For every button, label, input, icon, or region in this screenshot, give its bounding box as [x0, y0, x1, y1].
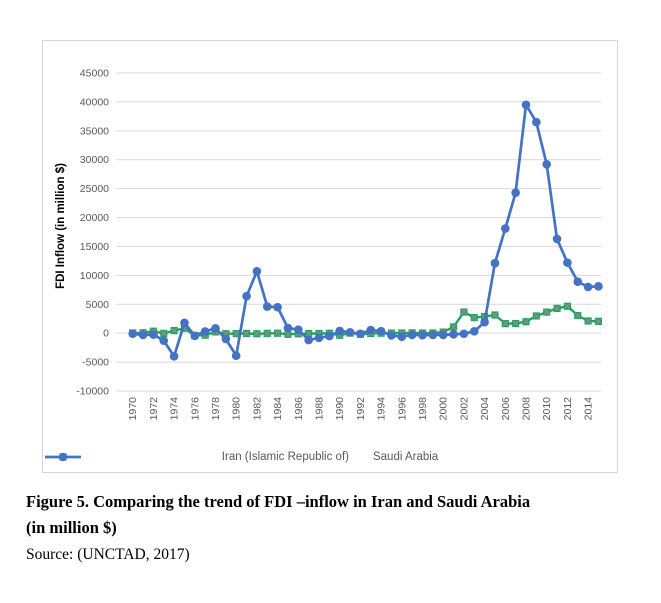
x-tick-label: 1994 — [375, 397, 388, 421]
saudi-arabia-marker — [584, 283, 593, 292]
saudi-arabia-marker — [377, 327, 386, 336]
saudi-arabia-marker — [242, 292, 251, 301]
x-tick-label: 2014 — [582, 397, 595, 421]
x-tick-label: 2006 — [499, 397, 512, 421]
y-axis-title: FDI Inflow (in million $) — [55, 163, 67, 289]
y-tick-label: 10000 — [79, 269, 109, 282]
saudi-arabia-marker — [491, 259, 500, 268]
x-tick-label: 2012 — [561, 397, 574, 421]
saudi-arabia-marker — [222, 335, 231, 344]
y-tick-label: 15000 — [79, 240, 109, 253]
saudi-arabia-marker — [511, 188, 520, 197]
saudi-arabia-marker — [253, 267, 262, 276]
saudi-arabia-marker — [180, 318, 189, 327]
saudi-arabia-marker — [542, 160, 551, 169]
y-tick-label: 30000 — [79, 154, 109, 167]
x-tick-label: 1988 — [313, 397, 326, 421]
saudi-arabia-marker — [211, 324, 220, 333]
saudi-arabia-marker — [480, 318, 489, 327]
x-tick-label: 1996 — [396, 397, 409, 421]
legend-label-saudi: Saudi Arabia — [372, 451, 439, 463]
saudi-arabia-marker — [460, 329, 469, 338]
saudi-arabia-marker — [553, 235, 562, 244]
x-tick-label: 1976 — [189, 397, 202, 421]
legend-label-iran: Iran (Islamic Republic of) — [221, 451, 349, 463]
fdi-line-chart — [43, 41, 617, 472]
saudi-arabia-marker — [418, 331, 427, 340]
saudi-arabia-marker — [356, 329, 365, 338]
saudi-arabia-marker — [470, 327, 479, 336]
saudi-arabia-marker — [449, 330, 458, 339]
saudi-arabia-marker — [159, 336, 168, 345]
x-tick-label: 1992 — [354, 397, 367, 421]
saudi-arabia-marker — [263, 302, 272, 311]
chart-container — [42, 40, 618, 473]
saudi-arabia-marker — [149, 330, 158, 339]
saudi-arabia-marker — [594, 282, 603, 291]
x-tick-label: 1972 — [147, 397, 160, 421]
legend-swatch-marker — [59, 453, 67, 461]
y-tick-label: -10000 — [76, 385, 109, 398]
saudi-arabia-marker — [387, 331, 396, 340]
saudi-arabia-marker — [128, 329, 137, 338]
saudi-arabia-marker — [366, 326, 375, 335]
legend-item-saudi — [373, 451, 438, 463]
saudi-arabia-marker — [532, 118, 541, 127]
x-tick-label: 2008 — [520, 397, 533, 421]
x-tick-label: 1978 — [210, 397, 222, 421]
x-tick-label: 2010 — [541, 397, 554, 421]
saudi-arabia-marker — [191, 331, 200, 340]
saudi-arabia-marker — [284, 324, 293, 333]
saudi-arabia-marker — [335, 327, 344, 336]
y-tick-label: 0 — [103, 327, 109, 340]
saudi-arabia-marker — [408, 331, 417, 340]
legend-item-iran — [222, 451, 349, 463]
x-tick-label: 1970 — [127, 397, 140, 421]
x-tick-label: 2004 — [479, 397, 492, 421]
saudi-arabia-marker — [232, 351, 241, 360]
saudi-arabia-marker — [573, 277, 582, 286]
saudi-arabia-marker — [294, 325, 303, 334]
y-tick-label: 20000 — [79, 212, 109, 225]
saudi-arabia-marker — [398, 332, 407, 341]
saudi-arabia-marker — [522, 101, 531, 110]
y-tick-label: 5000 — [85, 298, 109, 311]
y-tick-label: 35000 — [79, 125, 109, 138]
saudi-arabia-marker — [429, 331, 438, 340]
saudi-arabia-marker — [346, 328, 355, 337]
saudi-arabia-marker — [273, 303, 282, 312]
x-tick-label: 1984 — [272, 397, 285, 421]
saudi-arabia-marker — [315, 334, 324, 343]
figure-caption — [26, 489, 641, 541]
saudi-arabia-marker — [304, 336, 313, 345]
figure-source: Source: (UNCTAD, 2017) — [26, 546, 190, 563]
saudi-arabia-marker — [501, 224, 510, 233]
y-tick-label: -5000 — [82, 356, 109, 369]
saudi-arabia-marker — [325, 332, 334, 341]
figure-caption-line1: Figure 5. Comparing the trend of FDI –inflow in Iran and Saudi Arabia — [26, 492, 531, 511]
x-tick-label: 2002 — [458, 397, 471, 421]
x-tick-label: 1998 — [417, 397, 429, 421]
saudi-legend-swatch-icon — [43, 451, 83, 463]
figure-caption-line2: (in million $) — [26, 518, 117, 537]
saudi-arabia-marker — [439, 331, 448, 340]
x-tick-label: 1974 — [168, 397, 181, 421]
y-tick-label: 25000 — [79, 183, 109, 196]
saudi-arabia-marker — [139, 331, 148, 340]
x-tick-label: 1990 — [334, 397, 347, 421]
chart-legend — [43, 451, 617, 463]
saudi-arabia-marker — [170, 352, 179, 361]
x-tick-label: 1982 — [251, 397, 264, 421]
x-tick-label: 2000 — [437, 397, 450, 421]
y-tick-label: 40000 — [79, 96, 109, 109]
x-tick-label: 1980 — [230, 397, 243, 421]
y-tick-label: 45000 — [79, 67, 109, 80]
saudi-arabia-marker — [201, 327, 210, 336]
x-tick-label: 1986 — [292, 397, 305, 421]
saudi-arabia-marker — [563, 258, 572, 267]
